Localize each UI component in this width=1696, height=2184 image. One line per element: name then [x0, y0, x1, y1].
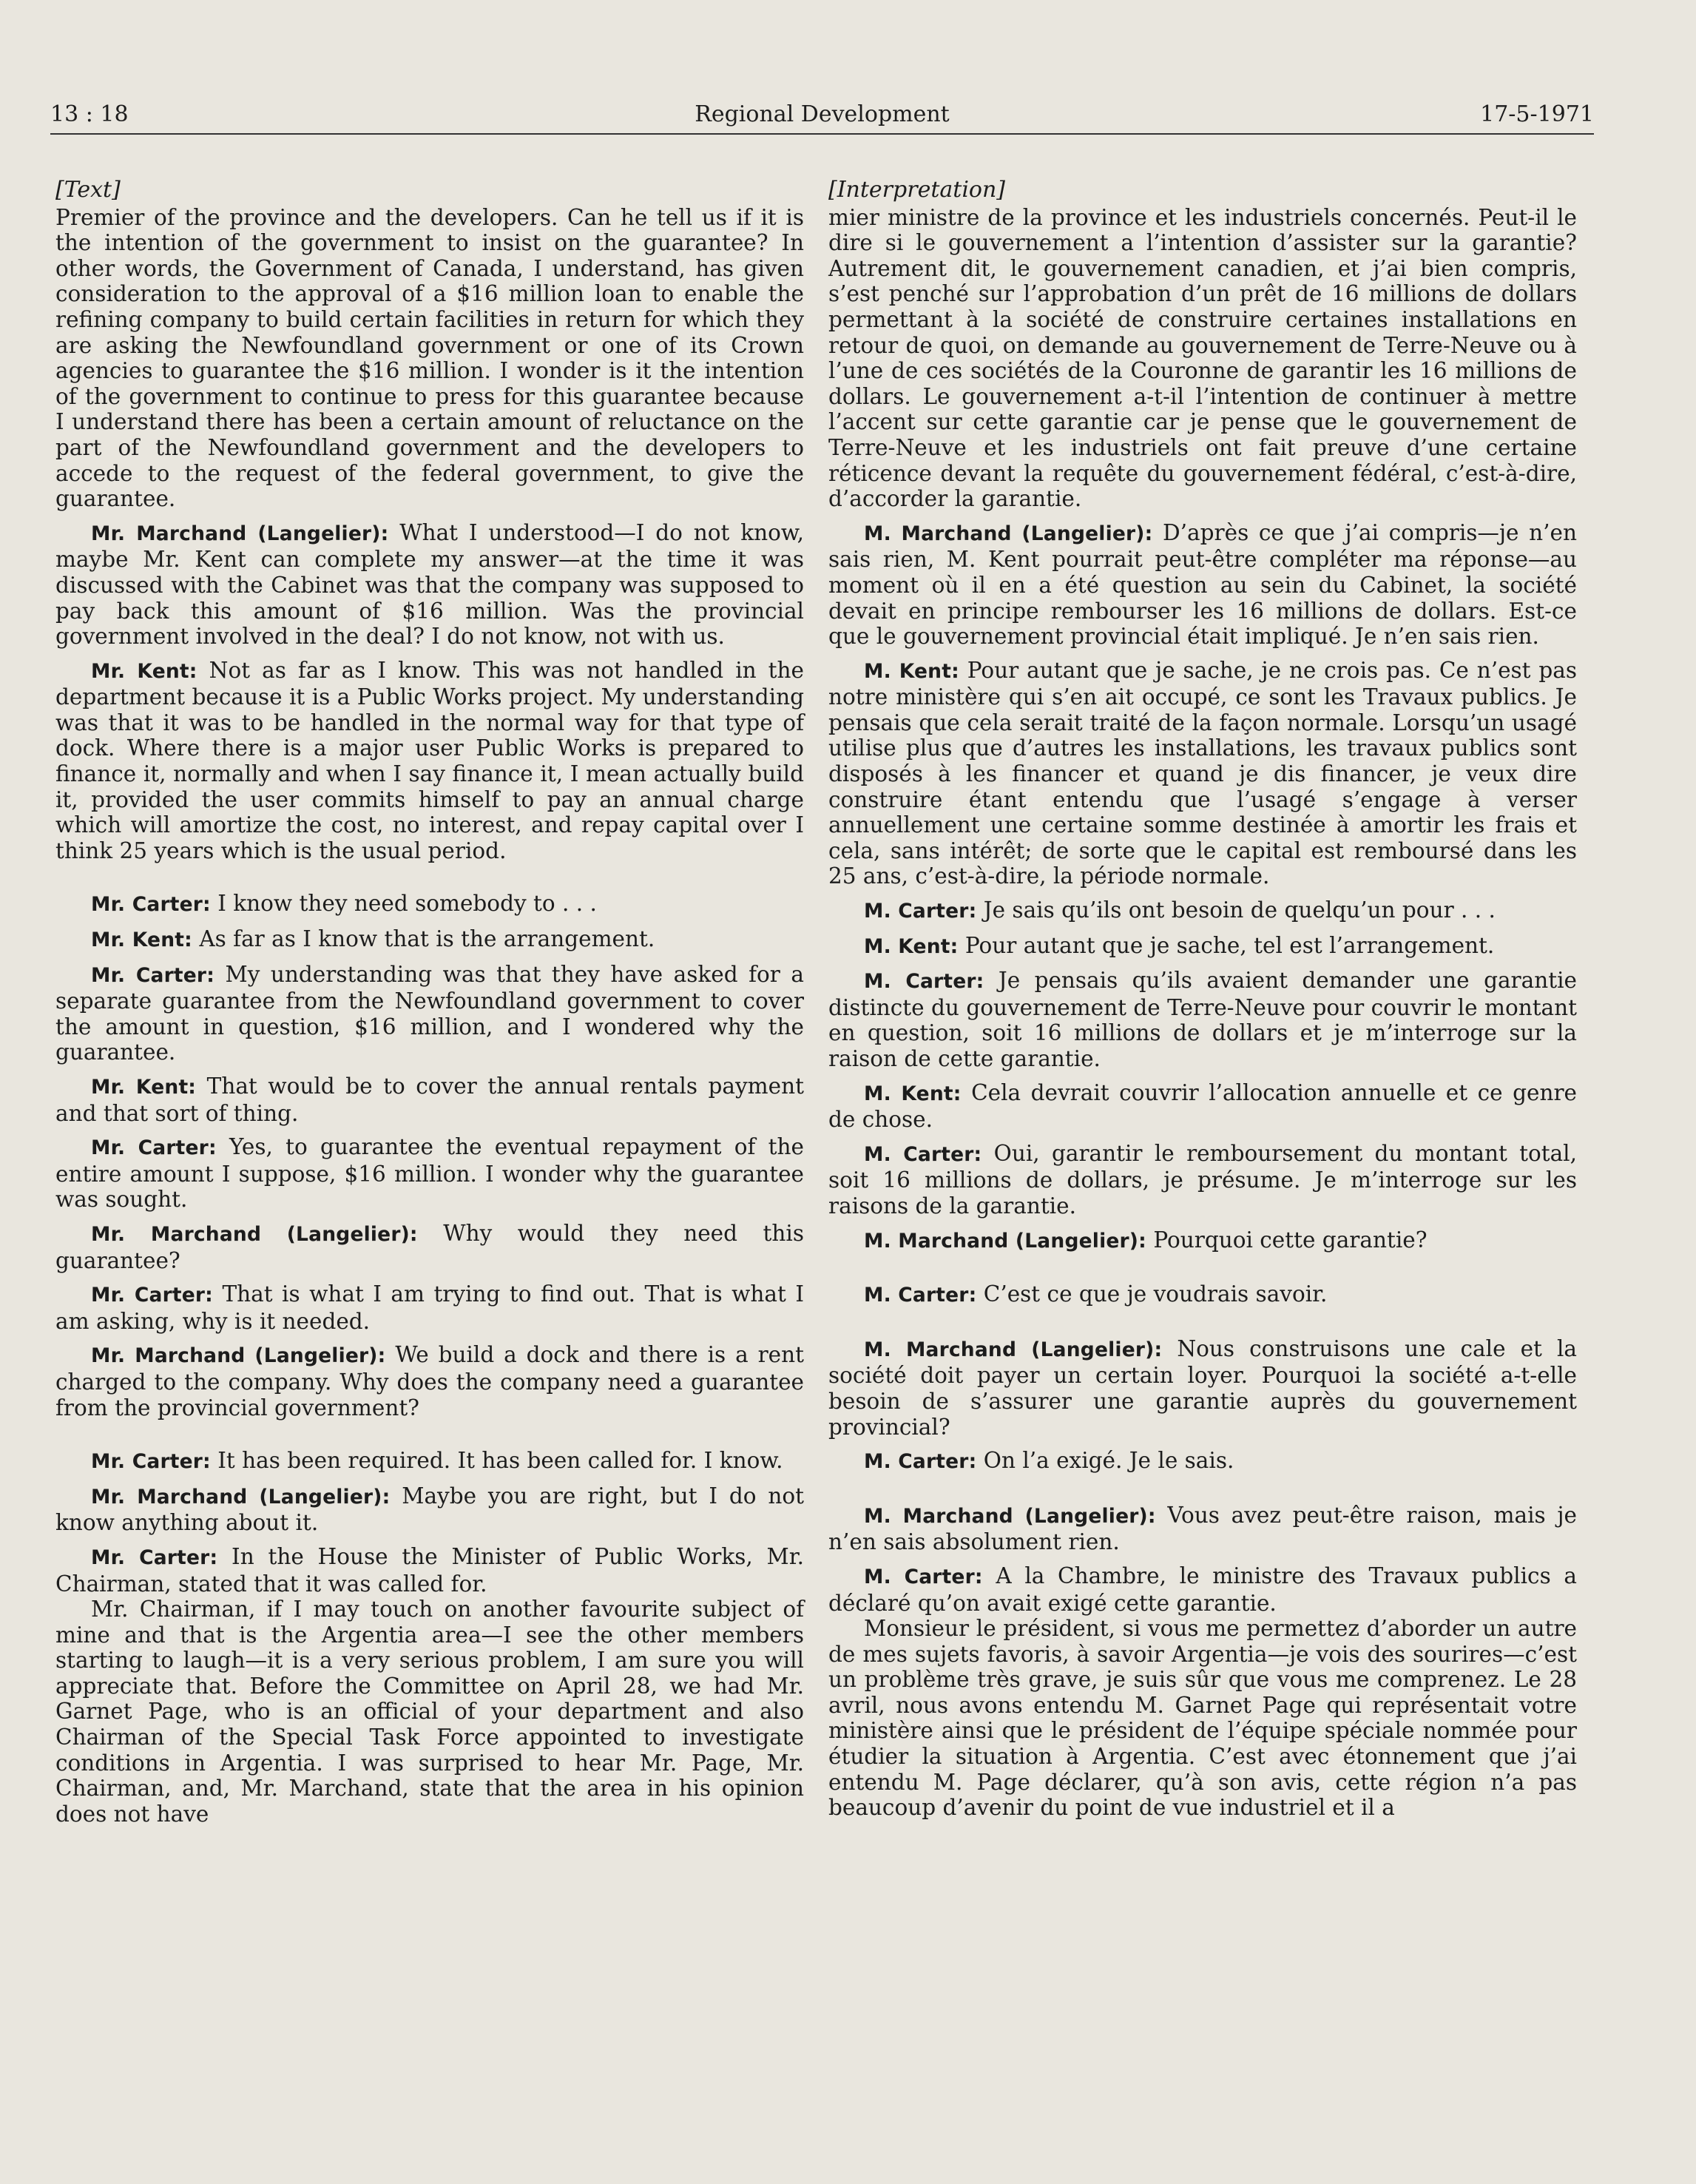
paragraph-text: That is what I am trying to find out. That is what I am asking, why is it needed. — [55, 1281, 804, 1334]
speaker-name: Mr. Carter: — [91, 1450, 211, 1474]
page-number: 13 : 18 — [50, 101, 129, 127]
paragraph-text: Maybe you are right, but I do not know anything about it. — [55, 1483, 804, 1536]
paragraph — [828, 897, 1577, 925]
speaker-name: M. Kent: — [864, 934, 959, 958]
paragraph-text: Why would they need this guarantee? — [55, 1220, 804, 1273]
paragraph — [55, 1544, 804, 1597]
paragraph — [55, 1074, 804, 1126]
speaker-name: M. Carter: — [864, 900, 977, 923]
paragraph-text: Je sais qu’ils ont besoin de quelqu’un pour . . . — [983, 897, 1496, 923]
paragraph-text: C’est ce que je voudrais savoir. — [983, 1281, 1328, 1307]
speaker-name: M. Carter: — [864, 1565, 983, 1588]
paragraph — [828, 1563, 1577, 1616]
paragraph — [55, 1281, 804, 1334]
speaker-name: Mr. Marchand (Langelier): — [91, 1344, 386, 1368]
paragraph-text: Mr. Chairman, if I may touch on another favourite subject of mine and that is the Argentia area—I see the other members starting to laugh—it is a very serious problem, I am sure you will appreciate that. Before the Committee on April 28, we had Mr. Garnet Page, who is an official of your department and also Chairman of the Special Task Force appointed to investigate conditions in Argentia. I was surprised to hear Mr. Page, Mr. Chairman, and, Mr. Marchand, state that the area in his opinion does not have — [55, 1597, 804, 1827]
paragraph — [828, 520, 1577, 650]
paragraph-text: On l’a exigé. Je le sais. — [983, 1448, 1234, 1474]
speaker-name: M. Kent: — [864, 659, 959, 683]
speaker-name: Mr. Kent: — [91, 1076, 197, 1099]
running-title: Regional Development — [695, 101, 950, 127]
spacer — [55, 872, 804, 891]
page-header — [50, 89, 1594, 135]
spacer — [55, 1429, 804, 1448]
paragraph — [55, 520, 804, 650]
paragraph-text: Pour autant que je sache, tel est l’arrangement. — [964, 932, 1495, 958]
paragraph-text: D’après ce que j’ai compris—je n’en sais rien, M. Kent pourrait peut-être compléter ma réponse—au moment où il en a été question au sein du Cabinet, la société devait en principe rembourser les 16 millions de dollars. Est-ce que le gouvernement provincial était impliqué. Je n’en sais rien. — [828, 519, 1577, 650]
speaker-name: Mr. Carter: — [91, 963, 214, 987]
speaker-name: Mr. Kent: — [91, 928, 192, 952]
column-label: [Interpretation] — [828, 177, 1006, 203]
paragraph-text: Oui, garantir le remboursement du montant total, soit 16 millions de dollars, je présume. Je m’interroge sur les raisons de la garantie. — [828, 1140, 1577, 1219]
paragraph-text: Je pensais qu’ils avaient demander une garantie distincte du gouvernement de Terre-Neuve pour couvrir le montant en question, soit 16 millions de dollars et je m’interroge sur la raison de cette garantie. — [828, 968, 1577, 1071]
paragraph-text: Pourquoi cette garantie? — [1153, 1227, 1428, 1253]
paragraph-text: What I understood—I do not know, maybe Mr. Kent can complete my answer—at the time it was discussed with the Cabinet was that the company was supposed to pay back this amount of $16 million. Was the provincial government involved in the deal? I do not know, not with us. — [55, 519, 804, 650]
paragraph-text: My understanding was that they have asked for a separate guarantee from the Newfoundland government to cover the amount in question, $16 million, and I wondered why the guarantee. — [55, 961, 804, 1065]
speaker-name: Mr. Marchand (Langelier): — [91, 522, 389, 545]
speaker-name: Mr. Kent: — [91, 659, 197, 683]
spacer — [828, 1483, 1577, 1503]
paragraph — [55, 658, 804, 864]
paragraph-text: We build a dock and there is a rent charged to the company. Why does the company need a guarantee from the provincial government? — [55, 1342, 804, 1420]
paragraph — [55, 1342, 804, 1420]
speaker-name: M. Marchand (Langelier): — [864, 1338, 1163, 1361]
paragraph — [828, 1448, 1577, 1475]
paragraph-text: Vous avez peut-être raison, mais je n’en sais absolument rien. — [828, 1502, 1577, 1555]
paragraph-text: Yes, to guarantee the eventual repayment of the entire amount I suppose, $16 million. I wonder why the guarantee was sought. — [55, 1134, 804, 1213]
paragraph-text: I know they need somebody to . . . — [217, 891, 597, 917]
speaker-name: M. Kent: — [864, 1082, 962, 1105]
paragraph — [828, 1080, 1577, 1133]
paragraph-text: It has been required. It has been called for. I know. — [217, 1448, 783, 1474]
speaker-name: M. Carter: — [864, 1284, 977, 1307]
paragraph-text: That would be to cover the annual rentals payment and that sort of thing. — [55, 1074, 804, 1126]
paragraph-text: Monsieur le président, si vous me permettez d’aborder un autre de mes sujets favoris, à savoir Argentia—je vois des sourires—c’est un problème très grave, je suis sûr que vous me comprenez. Le 28 avril, nous avons entendu M. Garnet Page qui représentait votre ministère ainsi que le président de l’équipe spéciale nommée pour étudier la situation à Argentia. C’est avec étonnement que j’ai entendu M. Page déclarer, qu’à son avis, cette région n’a pas beaucoup d’avenir du point de vue industriel et il a — [828, 1616, 1577, 1821]
paragraph-text: Nous construisons une cale et la société doit payer un certain loyer. Pourquoi la société a-t-elle besoin de s’assurer une garantie auprès du gouvernement provincial? — [828, 1335, 1577, 1440]
paragraph — [828, 1227, 1577, 1255]
paragraph — [828, 1616, 1577, 1821]
header-date: 17-5-1971 — [1480, 101, 1594, 127]
paragraph — [55, 205, 804, 512]
paragraph — [55, 891, 804, 918]
paragraph-text: Cela devrait couvrir l’allocation annuelle et ce genre de chose. — [828, 1079, 1577, 1133]
paragraph — [828, 1281, 1577, 1309]
paragraph — [55, 1483, 804, 1536]
paragraph-text: As far as I know that is the arrangement. — [199, 926, 655, 952]
paragraph — [55, 1448, 804, 1475]
column-label: [Text] — [55, 177, 121, 203]
paragraph-text: mier ministre de la province et les industriels concernés. Peut-il le dire si le gouvernement a l’intention d’assister sur la garantie? Autrement dit, le gouvernement canadien, et j’ai bien compris, s’est penché sur l’approbation d’un prêt de 16 millions de dollars permettant à la société de construire certaines installations en retour de quoi, on demande au gouvernement de Terre-Neuve ou à l’une de ces sociétés de la Couronne de garantir les 16 millions de dollars. Le gouvernement a-t-il l’intention de continuer à mettre l’accent sur cette garantie car je pense que le gouvernement de Terre-Neuve et les industriels ont fait preuve d’une certaine réticence devant la requête du gouvernement fédéral, c’est-à-dire, d’accorder la garantie. — [828, 204, 1577, 512]
paragraph — [828, 933, 1577, 960]
paragraph-text: A la Chambre, le ministre des Travaux publics a déclaré qu’on avait exigé cette garantie. — [828, 1563, 1577, 1616]
speaker-name: Mr. Carter: — [91, 1284, 213, 1307]
english-column — [55, 178, 804, 1835]
paragraph — [55, 1221, 804, 1273]
paragraph — [828, 968, 1577, 1071]
spacer — [828, 1317, 1577, 1336]
paragraph — [828, 1336, 1577, 1440]
speaker-name: M. Carter: — [864, 970, 984, 994]
speaker-name: Mr. Marchand (Langelier): — [91, 1222, 418, 1246]
speaker-name: M. Carter: — [864, 1142, 982, 1166]
speaker-name: Mr. Carter: — [91, 1546, 218, 1569]
paragraph — [828, 658, 1577, 889]
spacer — [828, 1262, 1577, 1281]
paragraph-text: Pour autant que je sache, je ne crois pas. Ce n’est pas notre ministère qui s’en ait occupé, ce sont les Travaux publics. Je pensais que cela serait traité de la façon normale. Lorsqu’un usagé utilise plus que d’autres les installations, les travaux publics sont disposés à les financer et quand je dis financer, je veux dire construire étant entendu que l’usagé s’engage à verser annuellement une certaine somme destinée à amortir les frais et cela, sans intérêt; de sorte que le capital est remboursé dans les 25 ans, c’est-à-dire, la période normale. — [828, 657, 1577, 889]
french-column — [828, 178, 1577, 1829]
paragraph-text: Premier of the province and the developers. Can he tell us if it is the intention of the government to insist on the guarantee? In other words, the Government of Canada, I understand, has given consideration to the approval of a $16 million loan to enable the refining company to build certain facilities in return for which they are asking the Newfoundland government or one of its Crown agencies to guarantee the $16 million. I wonder is it the intention of the government to continue to press for this guarantee because I understand there has been a certain amount of reluctance on the part of the Newfoundland government and the developers to accede to the request of the federal government, to give the guarantee. — [55, 204, 804, 512]
paragraph — [828, 1503, 1577, 1555]
speaker-name: Mr. Carter: — [91, 1136, 217, 1160]
speaker-name: M. Carter: — [864, 1450, 977, 1474]
speaker-name: Mr. Carter: — [91, 893, 211, 917]
paragraph — [55, 926, 804, 954]
speaker-name: Mr. Marchand (Langelier): — [91, 1485, 391, 1509]
paragraph-text: In the House the Minister of Public Works, Mr. Chairman, stated that it was called for. — [55, 1543, 804, 1597]
paragraph-text: Not as far as I know. This was not handled in the department because it is a Public Works project. My understanding was that it was to be handled in the normal way for that type of dock. Where there is a major user Public Works is prepared to finance it, normally and when I say finance it, I mean actually build it, provided the user commits himself to pay an annual charge which will amortize the cost, no interest, and repay capital over I think 25 years which is the usual period. — [55, 657, 804, 863]
paragraph — [828, 205, 1577, 512]
speaker-name: M. Marchand (Langelier): — [864, 1504, 1156, 1528]
speaker-name: M. Marchand (Langelier): — [864, 1229, 1146, 1253]
paragraph — [55, 1597, 804, 1827]
paragraph — [55, 962, 804, 1065]
speaker-name: M. Marchand (Langelier): — [864, 522, 1153, 545]
paragraph — [828, 1141, 1577, 1219]
paragraph — [55, 1134, 804, 1213]
